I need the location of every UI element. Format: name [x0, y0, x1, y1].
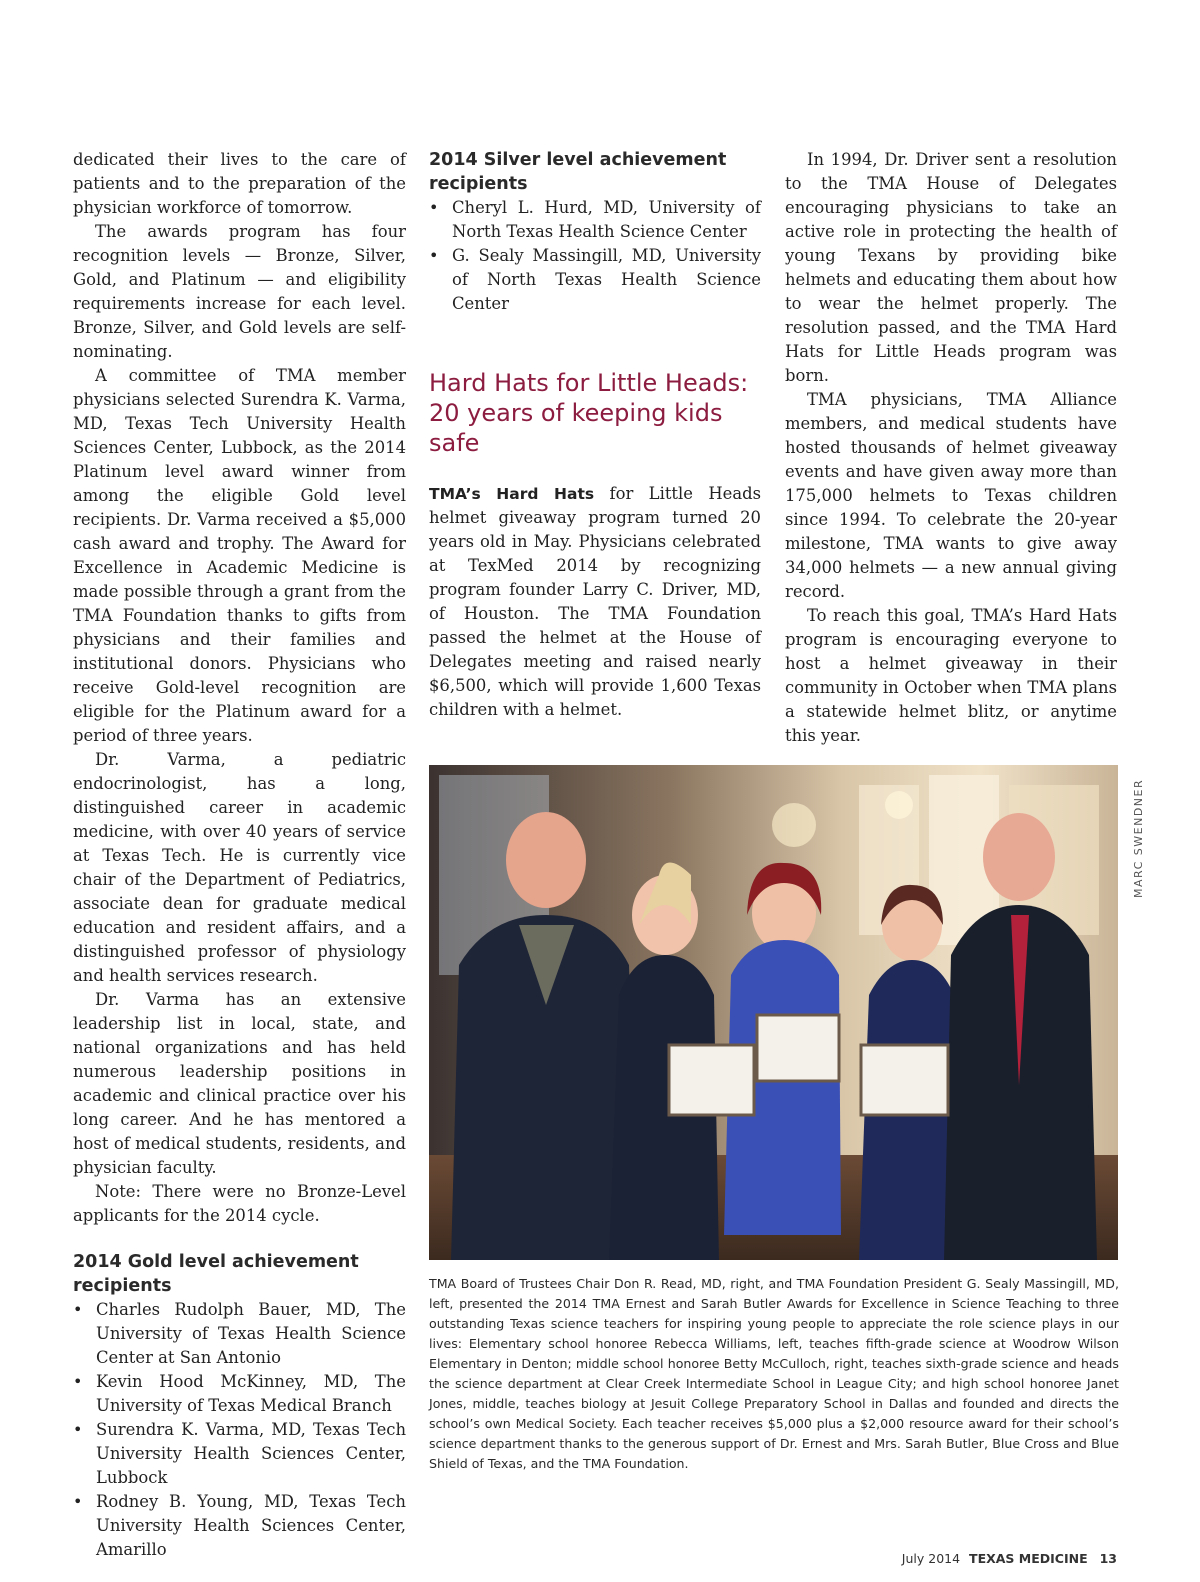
list-item: • Surendra K. Varma, MD, Texas Tech University Health Sciences Center, Lubbock [73, 1418, 406, 1490]
silver-recipients-list [429, 196, 761, 316]
paragraph [429, 482, 761, 722]
list-item: • Charles Rudolph Bauer, MD, The University of Texas Health Science Center at San Antonio [73, 1298, 406, 1370]
photo-caption: TMA Board of Trustees Chair Don R. Read, MD, right, and TMA Foundation President G. Sealy Massingill, MD, left, presented the 2014 TMA Ernest and Sarah Butler Awards for Excellence in Science Teaching to three outstanding Texas science teachers for inspiring young people to appreciate the role science plays in our lives: Elementary school honoree Rebecca Williams, left, teaches fifth-grade science at Woodrow Wilson Elementary in Denton; middle school honoree Betty McCulloch, right, teaches sixth-grade science and heads the science department at Clear Creek Intermediate School in League City; and high school honoree Janet Jones, middle, teaches biology at Jesuit College Preparatory School in Dallas and founded and directs the school’s own Medical Society. Each teacher receives $5,000 plus a $2,000 resource award for their school’s science department thanks to the generous support of Dr. Ernest and Mrs. Sarah Butler, Blue Cross and Blue Shield of Texas, and the TMA Foundation. [429, 1276, 1119, 1471]
article-column-2 [429, 148, 761, 722]
award-photo [429, 765, 1118, 1260]
paragraph: Dr. Varma, a pediatric endocrinologist, has a long, distinguished career in academic medicine, with over 40 years of service at Texas Tech. He is currently vice chair of the Department of Pediatrics, associate dean for graduate medical education and resident affairs, and a distinguished professor of physiology and health services research. [73, 750, 406, 985]
paragraph: In 1994, Dr. Driver sent a resolution to the TMA House of Delegates encouraging physicians to take an active role in protecting the health of young Texans by providing bike helmets and educating them about how to wear the helmet properly. The resolution passed, and the TMA Hard Hats for Little Heads program was born. [785, 150, 1117, 385]
page-footer [902, 1551, 1117, 1566]
paragraph: TMA physicians, TMA Alliance members, and medical students have hosted thousands of helmet giveaway events and have given away more than 175,000 helmets to Texas children since 1994. To celebrate the 20-year milestone, TMA wants to give away 34,000 helmets — a new annual giving record. [785, 390, 1117, 601]
lead-bold-text: TMA’s Hard Hats [429, 485, 595, 503]
photo-credit-text: MARC SWENDNER [1132, 778, 1145, 898]
paragraph: Dr. Varma has an extensive leadership list in local, state, and national organizations and has held numerous leadership positions in academic and clinical practice over his long career. And he has mentored a host of medical students, residents, and physician faculty. [73, 990, 406, 1177]
gold-recipients-heading: 2014 Gold level achievement recipients [73, 1252, 359, 1296]
footer-date: July 2014 [901, 1551, 961, 1566]
list-item: • Cheryl L. Hurd, MD, University of North Texas Health Science Center [429, 196, 761, 244]
footer-magazine-title: TEXAS MEDICINE [969, 1551, 1088, 1566]
list-item: • Kevin Hood McKinney, MD, The University of Texas Medical Branch [73, 1370, 406, 1418]
paragraph: To reach this goal, TMA’s Hard Hats program is encouraging everyone to host a helmet giveaway in their community in October when TMA plans a statewide helmet blitz, or anytime this year. [785, 606, 1117, 745]
list-item: • G. Sealy Massingill, MD, University of North Texas Health Science Center [429, 244, 761, 316]
article-column-1 [73, 148, 406, 1562]
award-photo-illustration [429, 765, 1118, 1260]
page-number: 13 [1099, 1551, 1117, 1566]
article-column-3 [785, 148, 1117, 748]
silver-recipients-heading: 2014 Silver level achievement recipients [429, 150, 727, 194]
paragraph: A committee of TMA member physicians selected Surendra K. Varma, MD, Texas Tech University Health Sciences Center, Lubbock, as the 2014 Platinum level award winner from among the eligible Gold level recipients. Dr. Varma received a $5,000 cash award and trophy. The Award for Excellence in Academic Medicine is made possible through a grant from the TMA Foundation thanks to gifts from physicians and their families and institutional donors. Physicians who receive Gold-level recognition are eligible for the Platinum award for a period of three years. [73, 366, 406, 745]
paragraph: Note: There were no Bronze-Level applicants for the 2014 cycle. [73, 1182, 406, 1225]
section-title: Hard Hats for Little Heads: 20 years of keeping kids safe [429, 369, 749, 457]
photo-credit [1132, 760, 1152, 900]
lead-text: for Little Heads helmet giveaway program turned 20 years old in May. Physicians celebrated at TexMed 2014 by recognizing program founder Larry C. Driver, MD, of Houston. The TMA Foundation passed the helmet at the House of Delegates meeting and raised nearly $6,500, which will provide 1,600 Texas children with a helmet. [429, 484, 762, 719]
list-item: • Rodney B. Young, MD, Texas Tech University Health Sciences Center, Amarillo [73, 1490, 406, 1562]
gold-recipients-list [73, 1298, 406, 1562]
paragraph: The awards program has four recognition levels — Bronze, Silver, Gold, and Platinum — and eligibility requirements increase for each level. Bronze, Silver, and Gold levels are self-nominating. [73, 222, 406, 361]
paragraph: dedicated their lives to the care of patients and to the preparation of the physician workforce of tomorrow. [73, 150, 406, 217]
